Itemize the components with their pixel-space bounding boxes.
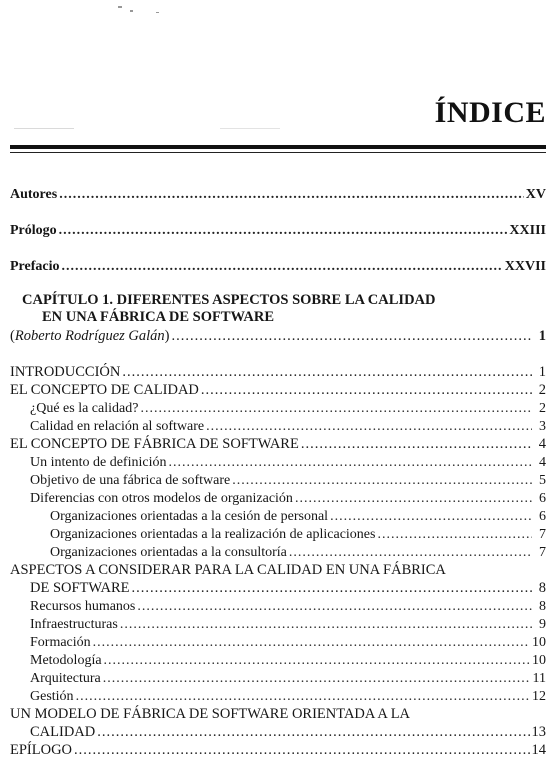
toc-entry[interactable] [30, 670, 546, 687]
leader-dots [59, 186, 524, 203]
scan-speck [130, 10, 133, 12]
toc-entry[interactable] [30, 580, 546, 597]
toc-entry[interactable] [30, 634, 546, 651]
toc-page-number: 3 [539, 419, 546, 434]
toc-entry-label: Arquitectura [30, 671, 101, 686]
leader-dots [137, 598, 532, 615]
toc-entry[interactable] [50, 526, 546, 543]
toc-page-number: 5 [539, 473, 546, 488]
scan-streak [220, 128, 280, 129]
toc-entry[interactable] [30, 724, 546, 741]
leader-dots [232, 472, 532, 489]
toc-entry-prologo[interactable] [10, 222, 546, 239]
toc-page-number: 4 [538, 436, 546, 452]
toc-entry[interactable] [30, 454, 546, 471]
toc-entry-label: EL CONCEPTO DE CALIDAD [10, 382, 199, 398]
toc-page-number: 1 [538, 328, 546, 344]
toc-entry[interactable] [30, 616, 546, 633]
toc-page-number: XV [525, 187, 546, 202]
toc-page-number: 8 [539, 599, 546, 614]
leader-dots [168, 454, 532, 471]
toc-page-number: 7 [539, 527, 546, 542]
chapter-heading[interactable] [22, 292, 435, 326]
leader-dots [103, 670, 531, 687]
toc-entry-label: EL CONCEPTO DE FÁBRICA DE SOFTWARE [10, 436, 299, 452]
toc-entry-label: Recursos humanos [30, 599, 136, 614]
toc-entry-label: DE SOFTWARE [30, 580, 130, 596]
toc-entry-label: Gestión [30, 689, 74, 704]
toc-page-number: 4 [539, 455, 546, 470]
toc-page-number: 6 [539, 491, 546, 506]
leader-dots [132, 580, 533, 597]
toc-entry[interactable] [30, 598, 546, 615]
leader-dots [76, 688, 530, 705]
chapter-heading-line1: CAPÍTULO 1. DIFERENTES ASPECTOS SOBRE LA CALIDAD [22, 292, 436, 308]
toc-entry[interactable] [30, 652, 546, 669]
toc-page-number: 2 [539, 401, 546, 416]
leader-dots [74, 742, 529, 759]
page-title: ÍNDICE [434, 96, 546, 129]
chapter-heading-line2: EN UNA FÁBRICA DE SOFTWARE [42, 309, 275, 325]
scan-speck [156, 12, 159, 13]
chapter-author-row [10, 328, 546, 345]
leader-dots [104, 652, 530, 669]
toc-entry-label: Objetivo de una fábrica de software [30, 473, 231, 488]
toc-page-number: 10 [532, 635, 546, 650]
leader-dots [289, 544, 532, 561]
leader-dots [301, 436, 532, 453]
toc-page-number: XXVII [504, 259, 546, 274]
leader-dots [97, 724, 529, 741]
chapter-author: (Roberto Rodríguez Galán) [10, 328, 170, 344]
toc-entry[interactable] [10, 436, 546, 453]
scan-streak [14, 128, 74, 129]
title-rule-thick [10, 145, 546, 149]
toc-entry[interactable] [10, 382, 546, 399]
toc-page-number: 1 [538, 364, 546, 380]
toc-entry[interactable] [30, 472, 546, 489]
toc-entry-label: Metodología [30, 653, 102, 668]
toc-entry-label: EPÍLOGO [10, 742, 73, 758]
leader-dots [59, 222, 508, 239]
leader-dots [93, 634, 530, 651]
toc-page-number: 2 [538, 382, 546, 398]
toc-entry-prefacio[interactable] [10, 258, 546, 275]
toc-entry-label: ¿Qué es la calidad? [30, 401, 139, 416]
toc-entry-wrapped-line[interactable]: ASPECTOS A CONSIDERAR PARA LA CALIDAD EN UNA FÁBRICA [10, 562, 446, 578]
toc-entry-label: Un intento de definición [30, 455, 167, 470]
toc-entry[interactable] [30, 688, 546, 705]
toc-entry-label: Organizaciones orientadas a la realización de aplicaciones [50, 527, 376, 542]
toc-entry-label: Calidad en relación al software [30, 419, 205, 434]
toc-page-number: 12 [532, 689, 546, 704]
toc-page-number: XXIII [509, 223, 546, 238]
toc-page-number: 14 [531, 742, 546, 758]
toc-page-number: 11 [532, 671, 546, 686]
toc-entry-label: Formación [30, 635, 91, 650]
toc-page-number: 8 [538, 580, 546, 596]
scan-speck [118, 6, 122, 8]
toc-entry-label: Organizaciones orientadas a la cesión de personal [50, 509, 329, 524]
leader-dots [140, 400, 532, 417]
leader-dots [122, 364, 532, 381]
toc-entry[interactable] [50, 544, 546, 561]
toc-entry[interactable] [10, 364, 546, 381]
toc-page-number: 13 [531, 724, 546, 740]
leader-dots [201, 382, 532, 399]
leader-dots [120, 616, 532, 633]
toc-entry-label: Prefacio [10, 259, 60, 274]
leader-dots [62, 258, 503, 275]
toc-entry[interactable] [30, 490, 546, 507]
leader-dots [377, 526, 532, 543]
leader-dots [206, 418, 532, 435]
toc-entry-autores[interactable] [10, 186, 546, 203]
leader-dots [330, 508, 532, 525]
toc-page-number: 7 [539, 545, 546, 560]
leader-dots [172, 328, 532, 345]
leader-dots [295, 490, 532, 507]
toc-page-number: 10 [532, 653, 546, 668]
toc-entry-label: Infraestructuras [30, 617, 118, 632]
toc-entry-label: Organizaciones orientadas a la consultoría [50, 545, 287, 560]
toc-entry-label: Prólogo [10, 223, 57, 238]
toc-entry-wrapped-line[interactable]: UN MODELO DE FÁBRICA DE SOFTWARE ORIENTADA A LA [10, 706, 411, 722]
toc-entry[interactable] [50, 508, 546, 525]
toc-page-number: 6 [539, 509, 546, 524]
toc-entry-label: Diferencias con otros modelos de organización [30, 491, 293, 506]
toc-entry-label: Autores [10, 187, 58, 202]
toc-entry[interactable] [30, 400, 546, 417]
toc-page-number: 9 [539, 617, 546, 632]
toc-entry-label: INTRODUCCIÓN [10, 364, 121, 380]
title-rule-thin [10, 152, 546, 153]
toc-entry[interactable] [10, 742, 546, 759]
toc-entry[interactable] [30, 418, 546, 435]
toc-entry-label: CALIDAD [30, 724, 96, 740]
